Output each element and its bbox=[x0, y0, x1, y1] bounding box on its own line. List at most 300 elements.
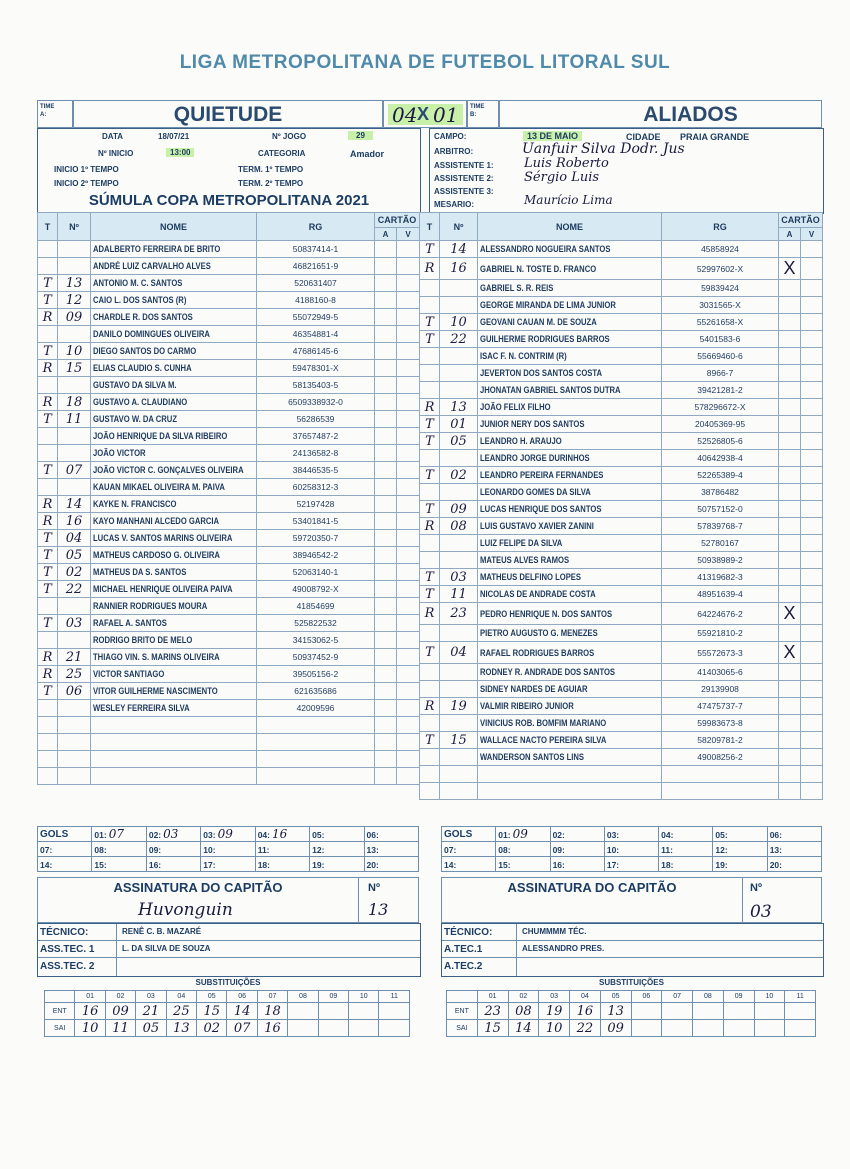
subs-ent-row bbox=[447, 1003, 816, 1020]
gol-slot-label: 05: bbox=[715, 830, 728, 840]
gol-slot-label: 12: bbox=[715, 845, 728, 855]
player-t bbox=[38, 598, 58, 615]
col-nome-header: NOME bbox=[478, 213, 662, 241]
gol-cell bbox=[496, 827, 550, 842]
time-b-label: TIME B: bbox=[470, 104, 485, 118]
player-rg: 52997602-X bbox=[662, 258, 779, 280]
player-name-text: WANDERSON SANTOS LINS bbox=[480, 752, 584, 762]
player-name bbox=[91, 768, 257, 785]
gol-cell bbox=[442, 842, 496, 857]
player-number: 04 bbox=[58, 530, 91, 547]
player-name bbox=[91, 445, 257, 462]
card-a bbox=[375, 564, 397, 581]
player-number: 12 bbox=[58, 292, 91, 309]
player-number bbox=[440, 348, 478, 365]
player-row bbox=[420, 450, 823, 467]
card-v bbox=[397, 292, 420, 309]
gol-slot-label: 07: bbox=[444, 845, 457, 855]
subs-sai-value bbox=[349, 1020, 379, 1037]
card-v bbox=[397, 496, 420, 513]
subs-col-number: 09 bbox=[318, 991, 348, 1003]
ass1-a-label: ASS.TEC. 1 bbox=[40, 944, 95, 955]
player-row bbox=[38, 377, 420, 394]
mesario-label: MESARIO: bbox=[434, 200, 474, 209]
score-a: 04 bbox=[392, 103, 418, 127]
subs-col-number: 04 bbox=[166, 991, 196, 1003]
subs-ent-value: 25 bbox=[166, 1003, 196, 1020]
player-name bbox=[478, 698, 662, 715]
player-rg: 24136582-8 bbox=[257, 445, 375, 462]
player-name-text: KAUAN MIKAEL OLIVEIRA M. PAIVA bbox=[93, 482, 225, 492]
player-t: T bbox=[38, 581, 58, 598]
player-row bbox=[38, 241, 420, 258]
player-t bbox=[38, 428, 58, 445]
player-row bbox=[38, 411, 420, 428]
player-rg: 4188160-8 bbox=[257, 292, 375, 309]
card-a bbox=[375, 258, 397, 275]
subs-sai-value bbox=[662, 1020, 693, 1037]
col-a-header: A bbox=[375, 228, 397, 241]
player-name-text: MATHEUS DA S. SANTOS bbox=[93, 567, 187, 577]
gol-slot-label: 20: bbox=[769, 860, 782, 870]
subs-ent-value bbox=[723, 1003, 754, 1020]
gol-cell bbox=[496, 857, 550, 872]
player-rg bbox=[662, 783, 779, 800]
subs-ent-value bbox=[631, 1003, 662, 1020]
gol-cell bbox=[604, 827, 658, 842]
gol-slot-label: 11: bbox=[661, 845, 673, 855]
inicio-value: 13:00 bbox=[166, 148, 194, 157]
subs-sai-value: 10 bbox=[75, 1020, 105, 1037]
player-row bbox=[38, 275, 420, 292]
captain-a-signature: Huvonguin bbox=[138, 900, 233, 920]
card-a bbox=[375, 496, 397, 513]
gol-cell bbox=[713, 827, 767, 842]
player-name bbox=[91, 292, 257, 309]
subs-sai-row bbox=[447, 1020, 816, 1037]
card-v bbox=[397, 309, 420, 326]
player-name bbox=[91, 462, 257, 479]
subs-sai-value: 22 bbox=[570, 1020, 601, 1037]
player-rg: 52063140-1 bbox=[257, 564, 375, 581]
gol-cell bbox=[146, 842, 200, 857]
subs-sai-value: 14 bbox=[508, 1020, 539, 1037]
player-name-text: SIDNEY NARDES DE AGUIAR bbox=[480, 684, 588, 694]
player-number bbox=[58, 700, 91, 717]
card-v bbox=[801, 586, 823, 603]
player-t bbox=[38, 258, 58, 275]
player-name-text: GUILHERME RODRIGUES BARROS bbox=[480, 334, 610, 344]
card-v bbox=[801, 552, 823, 569]
player-rg: 59839424 bbox=[662, 280, 779, 297]
player-name bbox=[91, 326, 257, 343]
player-number bbox=[440, 664, 478, 681]
player-number bbox=[58, 428, 91, 445]
gol-cell bbox=[767, 842, 821, 857]
player-rg: 38946542-2 bbox=[257, 547, 375, 564]
subs-sai-value bbox=[318, 1020, 348, 1037]
player-row bbox=[38, 530, 420, 547]
player-rg: 50937452-9 bbox=[257, 649, 375, 666]
player-name bbox=[478, 382, 662, 399]
gols-row bbox=[442, 827, 822, 842]
player-name bbox=[478, 365, 662, 382]
arbitro-value: Uanfuir Silva Dodr. Jus bbox=[522, 141, 685, 157]
player-name bbox=[91, 751, 257, 768]
player-row bbox=[420, 348, 823, 365]
card-v bbox=[397, 649, 420, 666]
player-number bbox=[440, 552, 478, 569]
player-number: 14 bbox=[440, 241, 478, 258]
jogo-value: 29 bbox=[348, 131, 373, 140]
subs-b-title: SUBSTITUIÇÕES bbox=[599, 978, 664, 987]
player-number bbox=[58, 632, 91, 649]
gol-cell bbox=[604, 842, 658, 857]
card-a bbox=[375, 717, 397, 734]
player-t bbox=[38, 377, 58, 394]
card-v bbox=[397, 581, 420, 598]
player-t bbox=[38, 445, 58, 462]
player-name-text: JUNIOR NERY DOS SANTOS bbox=[480, 419, 585, 429]
player-row bbox=[420, 783, 823, 800]
gols-label: GOLS bbox=[442, 827, 496, 842]
player-number: 13 bbox=[440, 399, 478, 416]
player-number bbox=[58, 768, 91, 785]
player-name-text: ANTONIO M. C. SANTOS bbox=[93, 278, 183, 288]
player-row bbox=[38, 598, 420, 615]
card-a bbox=[779, 501, 801, 518]
captain-b-box bbox=[441, 877, 822, 923]
subs-sai-value: 07 bbox=[227, 1020, 257, 1037]
player-name bbox=[91, 241, 257, 258]
player-name-text: PIETRO AUGUSTO G. MENEZES bbox=[480, 628, 598, 638]
subs-col-number: 03 bbox=[539, 991, 570, 1003]
gol-cell bbox=[767, 827, 821, 842]
card-a bbox=[375, 581, 397, 598]
player-number bbox=[440, 749, 478, 766]
card-v bbox=[801, 501, 823, 518]
player-t: T bbox=[420, 586, 440, 603]
gol-cell bbox=[496, 842, 550, 857]
player-number: 22 bbox=[58, 581, 91, 598]
player-row bbox=[420, 642, 823, 664]
player-t: T bbox=[38, 411, 58, 428]
player-row bbox=[420, 241, 823, 258]
player-name bbox=[91, 394, 257, 411]
player-name-text: RAFAEL RODRIGUES BARROS bbox=[480, 647, 595, 658]
assist1-value: Luis Roberto bbox=[524, 156, 609, 171]
player-number bbox=[440, 625, 478, 642]
card-a bbox=[375, 275, 397, 292]
card-v bbox=[801, 467, 823, 484]
card-v bbox=[801, 348, 823, 365]
card-a bbox=[779, 365, 801, 382]
gol-slot-label: 15: bbox=[94, 860, 107, 870]
player-t bbox=[38, 241, 58, 258]
player-number: 21 bbox=[58, 649, 91, 666]
player-rg: 578296672-X bbox=[662, 399, 779, 416]
player-name-text: JHONATAN GABRIEL SANTOS DUTRA bbox=[480, 385, 621, 395]
team-b-name: ALIADOS bbox=[643, 103, 738, 126]
gol-cell bbox=[767, 857, 821, 872]
player-name-text: ELIAS CLAUDIO S. CUNHA bbox=[93, 363, 192, 373]
card-a bbox=[375, 428, 397, 445]
player-rg: 53401841-5 bbox=[257, 513, 375, 530]
col-n-header: Nº bbox=[58, 213, 91, 241]
player-row bbox=[420, 501, 823, 518]
player-rg bbox=[257, 717, 375, 734]
gol-cell bbox=[201, 842, 255, 857]
card-v bbox=[397, 326, 420, 343]
player-number bbox=[58, 479, 91, 496]
gol-cell bbox=[92, 842, 146, 857]
subs-ent-value bbox=[662, 1003, 693, 1020]
player-rg: 55669460-6 bbox=[662, 348, 779, 365]
player-t: T bbox=[38, 615, 58, 632]
player-rg: 5401583-6 bbox=[662, 331, 779, 348]
player-name bbox=[91, 734, 257, 751]
gol-value: 07 bbox=[108, 827, 124, 841]
card-v bbox=[397, 615, 420, 632]
subs-ent-value: 16 bbox=[570, 1003, 601, 1020]
card-a bbox=[779, 241, 801, 258]
card-a bbox=[375, 513, 397, 530]
player-name-text: LEANDRO H. ARAUJO bbox=[480, 436, 562, 446]
subs-a-title: SUBSTITUIÇÕES bbox=[195, 978, 261, 987]
card-v bbox=[801, 314, 823, 331]
player-name-text: LEANDRO JORGE DURINHOS bbox=[480, 453, 590, 463]
jogo-label: Nº JOGO bbox=[272, 132, 307, 141]
player-name bbox=[91, 479, 257, 496]
player-name bbox=[91, 632, 257, 649]
player-t: T bbox=[420, 241, 440, 258]
time-b-label-box bbox=[467, 100, 499, 128]
gol-value: 16 bbox=[271, 827, 288, 841]
card-v bbox=[801, 535, 823, 552]
col-n-header: Nº bbox=[440, 213, 478, 241]
card-v bbox=[801, 698, 823, 715]
player-name bbox=[478, 501, 662, 518]
player-number: 14 bbox=[58, 496, 91, 513]
subs-col-number: 05 bbox=[600, 991, 631, 1003]
player-name-text: GUSTAVO DA SILVA M. bbox=[93, 380, 177, 390]
card-a bbox=[375, 530, 397, 547]
subs-ent-value: 23 bbox=[477, 1003, 508, 1020]
card-a bbox=[779, 535, 801, 552]
player-rg: 52780167 bbox=[662, 535, 779, 552]
roster-team-b bbox=[419, 212, 823, 800]
gols-label: GOLS bbox=[38, 827, 92, 842]
player-t: T bbox=[38, 275, 58, 292]
player-name-text: LUIZ FELIPE DA SILVA bbox=[480, 538, 563, 548]
card-v bbox=[397, 275, 420, 292]
player-name bbox=[478, 715, 662, 732]
campo-value: 13 DE MAIO bbox=[523, 131, 582, 141]
card-a: X bbox=[779, 603, 801, 625]
player-number bbox=[440, 783, 478, 800]
gols-row bbox=[442, 857, 822, 872]
player-rg: 41319682-3 bbox=[662, 569, 779, 586]
card-v bbox=[397, 564, 420, 581]
gol-cell bbox=[310, 842, 364, 857]
player-name bbox=[91, 360, 257, 377]
staff-a bbox=[37, 923, 421, 977]
card-v bbox=[397, 547, 420, 564]
time-a-label: TIME A: bbox=[40, 104, 55, 118]
card-a bbox=[779, 732, 801, 749]
player-row bbox=[420, 416, 823, 433]
player-row bbox=[38, 513, 420, 530]
card-v bbox=[801, 642, 823, 664]
gol-slot-label: 16: bbox=[148, 860, 162, 870]
gols-row bbox=[38, 857, 419, 872]
tecnico-a-label: TÉCNICO: bbox=[40, 927, 89, 938]
subs-col-number: 04 bbox=[570, 991, 601, 1003]
card-a bbox=[779, 715, 801, 732]
player-name-text: GABRIEL S. R. REIS bbox=[480, 283, 554, 293]
card-a: X bbox=[779, 258, 801, 280]
player-name bbox=[91, 309, 257, 326]
card-v bbox=[397, 343, 420, 360]
card-v bbox=[397, 734, 420, 751]
card-a bbox=[779, 450, 801, 467]
player-name bbox=[91, 258, 257, 275]
player-t bbox=[420, 535, 440, 552]
player-rg: 40642938-4 bbox=[662, 450, 779, 467]
player-number bbox=[440, 681, 478, 698]
gol-slot-label: 08: bbox=[94, 845, 107, 855]
subs-ent-value bbox=[318, 1003, 348, 1020]
gol-slot-label: 19: bbox=[715, 860, 728, 870]
subs-header-row bbox=[45, 991, 410, 1003]
card-a bbox=[779, 664, 801, 681]
player-name bbox=[478, 241, 662, 258]
card-v bbox=[801, 280, 823, 297]
player-rg: 41403065-6 bbox=[662, 664, 779, 681]
card-a bbox=[779, 783, 801, 800]
card-v bbox=[397, 479, 420, 496]
mesario-value: Maurício Lima bbox=[524, 193, 613, 207]
player-rg: 46821651-9 bbox=[257, 258, 375, 275]
ass1-b-value: ALESSANDRO PRES. bbox=[522, 944, 605, 953]
player-rg: 41854699 bbox=[257, 598, 375, 615]
gol-cell bbox=[201, 857, 255, 872]
player-number: 01 bbox=[440, 416, 478, 433]
gol-slot-label: 16: bbox=[552, 860, 565, 870]
player-name-text: GUSTAVO W. DA CRUZ bbox=[93, 414, 178, 424]
player-name-text: CAIO L. DOS SANTOS (R) bbox=[93, 295, 187, 305]
captain-a-no-label: Nº bbox=[368, 882, 380, 894]
subs-sai-value bbox=[754, 1020, 785, 1037]
card-a bbox=[375, 615, 397, 632]
player-row bbox=[38, 428, 420, 445]
subs-col-number: 02 bbox=[105, 991, 135, 1003]
player-name-text: WALLACE NACTO PEREIRA SILVA bbox=[480, 735, 607, 745]
player-name bbox=[478, 569, 662, 586]
player-row bbox=[38, 309, 420, 326]
player-name-text: ISAC F. N. CONTRIM (R) bbox=[480, 351, 567, 361]
card-a bbox=[779, 484, 801, 501]
player-name bbox=[478, 258, 662, 280]
subs-col-number: 05 bbox=[197, 991, 227, 1003]
card-a bbox=[375, 649, 397, 666]
subs-header-row bbox=[447, 991, 816, 1003]
player-rg: 49008792-X bbox=[257, 581, 375, 598]
col-rg-header: RG bbox=[662, 213, 779, 241]
gol-slot-label: 13: bbox=[769, 845, 782, 855]
card-a bbox=[779, 382, 801, 399]
gol-cell bbox=[550, 842, 604, 857]
player-number bbox=[58, 598, 91, 615]
card-v bbox=[397, 241, 420, 258]
card-v bbox=[801, 382, 823, 399]
gol-slot-label: 07: bbox=[40, 845, 53, 855]
ass2-a-label: ASS.TEC. 2 bbox=[40, 961, 95, 972]
player-number bbox=[58, 734, 91, 751]
subs-sai-label: SAI bbox=[447, 1020, 478, 1037]
player-name bbox=[478, 416, 662, 433]
player-t bbox=[420, 625, 440, 642]
card-v bbox=[801, 433, 823, 450]
player-row bbox=[38, 360, 420, 377]
player-name bbox=[478, 664, 662, 681]
player-number: 19 bbox=[440, 698, 478, 715]
player-number: 18 bbox=[58, 394, 91, 411]
player-row bbox=[38, 683, 420, 700]
player-t bbox=[420, 382, 440, 399]
player-rg: 59983673-8 bbox=[662, 715, 779, 732]
gol-cell bbox=[255, 857, 309, 872]
player-name-text: ANDRÉ LUIZ CARVALHO ALVES bbox=[93, 261, 211, 271]
player-row bbox=[38, 462, 420, 479]
player-name-text: ADALBERTO FERREIRA DE BRITO bbox=[93, 244, 221, 254]
player-rg: 58209781-2 bbox=[662, 732, 779, 749]
card-v bbox=[397, 377, 420, 394]
player-t: R bbox=[38, 496, 58, 513]
subs-ent-value: 18 bbox=[257, 1003, 287, 1020]
player-name-text: WESLEY FERREIRA SILVA bbox=[93, 703, 190, 713]
player-number bbox=[58, 751, 91, 768]
data-value: 18/07/21 bbox=[158, 132, 190, 141]
player-rg: 29139908 bbox=[662, 681, 779, 698]
player-t: R bbox=[38, 649, 58, 666]
player-t: T bbox=[420, 433, 440, 450]
subs-col-number: 11 bbox=[379, 991, 410, 1003]
card-v bbox=[801, 715, 823, 732]
subs-col-number: 07 bbox=[662, 991, 693, 1003]
player-number bbox=[58, 326, 91, 343]
gol-slot-label: 01: bbox=[94, 830, 107, 840]
subs-ent-value bbox=[288, 1003, 318, 1020]
player-row bbox=[420, 399, 823, 416]
player-row bbox=[38, 564, 420, 581]
player-rg: 47686145-6 bbox=[257, 343, 375, 360]
gol-slot-label: 11: bbox=[257, 845, 270, 855]
col-a-header: A bbox=[779, 228, 801, 241]
roster-team-a bbox=[37, 212, 420, 785]
card-a bbox=[375, 479, 397, 496]
card-a bbox=[779, 552, 801, 569]
card-a bbox=[779, 467, 801, 484]
gol-cell bbox=[310, 827, 364, 842]
card-a bbox=[375, 734, 397, 751]
gol-cell bbox=[146, 857, 200, 872]
player-t: R bbox=[420, 603, 440, 625]
subs-team-b bbox=[446, 990, 816, 1037]
subs-col-number: 02 bbox=[508, 991, 539, 1003]
player-t bbox=[420, 365, 440, 382]
player-t: T bbox=[38, 683, 58, 700]
